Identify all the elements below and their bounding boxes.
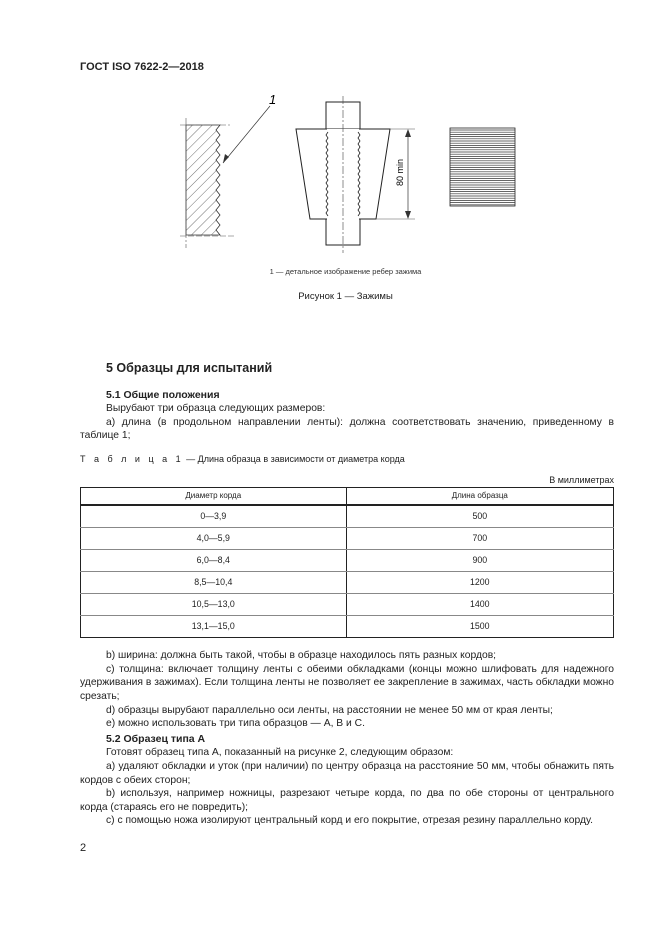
table-caption	[80, 453, 614, 467]
specimen-length-cell: 1200	[346, 572, 613, 594]
figure-caption: Рисунок 1 — Зажимы	[298, 291, 393, 302]
section-title: 5 Образцы для испытаний	[106, 361, 273, 375]
cord-diameter-cell: 8,5—10,4	[81, 572, 347, 594]
paragraph: а) удаляют обкладки и уток (при наличии) по центру образца на расстояние 50 мм, чтобы обнажить пять кордов с обеих сторон;	[80, 760, 614, 786]
paragraph: е) можно использовать три типа образцов — А, В и С.	[106, 718, 365, 730]
table-row	[81, 594, 614, 616]
table-row	[81, 550, 614, 572]
section-5	[80, 362, 614, 828]
paragraph: d) образцы вырубают параллельно оси ленты, на расстоянии не менее 50 мм от края ленты;	[106, 704, 553, 716]
table-caption-prefix: Т а б л и ц а 1	[80, 453, 184, 464]
specimen-length-cell: 1500	[346, 616, 613, 638]
column-header: Длина образца	[346, 488, 613, 506]
specimen-length-cell: 900	[346, 550, 613, 572]
cord-diameter-cell: 4,0—5,9	[81, 528, 347, 550]
paragraph: b) используя, например ножницы, разрезают четыре корда, по два по обе стороны от центрального корда (стараясь его не повредить);	[80, 788, 614, 813]
paragraph: а) длина (в продольном направлении ленты): должна соответствовать значению, приведенному в таблице 1;	[80, 416, 614, 442]
paragraph: Вырубают три образца следующих размеров:	[106, 403, 326, 415]
table-unit: В миллиметрах	[549, 474, 614, 485]
clamp-rib-detail	[180, 92, 276, 248]
specimen-length-table	[80, 487, 614, 638]
figure-legend: 1 — детальное изображение ребер зажима	[269, 267, 422, 276]
table-row	[81, 505, 614, 528]
specimen-length-cell: 500	[346, 505, 613, 528]
specimen-length-cell: 700	[346, 528, 613, 550]
table-row	[81, 572, 614, 594]
paragraph: b) ширина: должна быть такой, чтобы в образце находилось пять разных кордов;	[106, 650, 497, 662]
subsection-title-5-2: 5.2 Образец типа А	[106, 732, 206, 745]
table-row	[81, 528, 614, 550]
paragraph: с) толщина: включает толщину ленты с обеими обкладками (концы можно шлифовать для надежного удерживания в зажимах). Если толщина ленты не позволяет ее закрепление в зажимах, часть обкладки можно срезать;	[80, 663, 614, 702]
clamp-drawing	[296, 96, 415, 253]
page-number: 2	[80, 842, 87, 854]
cord-diameter-cell: 13,1—15,0	[81, 616, 347, 638]
paragraph: с) с помощью ножа изолируют центральный корд и его покрытие, отрезая резину параллельно корду.	[106, 815, 593, 827]
column-header: Диаметр корда	[81, 488, 347, 506]
paragraph: Готовят образец типа А, показанный на рисунке 2, следующим образом:	[106, 747, 454, 759]
figure-clamps	[150, 88, 530, 258]
cord-diameter-cell: 10,5—13,0	[81, 594, 347, 616]
document-header: ГОСТ ISO 7622-2—2018	[80, 61, 204, 73]
cord-diameter-cell: 0—3,9	[81, 505, 347, 528]
callout-label: 1	[269, 92, 277, 107]
specimen-length-cell: 1400	[346, 594, 613, 616]
cord-diameter-cell: 6,0—8,4	[81, 550, 347, 572]
subsection-title-5-1: 5.1 Общие положения	[106, 388, 220, 401]
table-caption-text: — Длина образца в зависимости от диаметра корда	[183, 453, 405, 464]
striped-pad	[450, 128, 515, 206]
table-row	[81, 616, 614, 638]
dimension-label: 80 min	[395, 158, 405, 186]
